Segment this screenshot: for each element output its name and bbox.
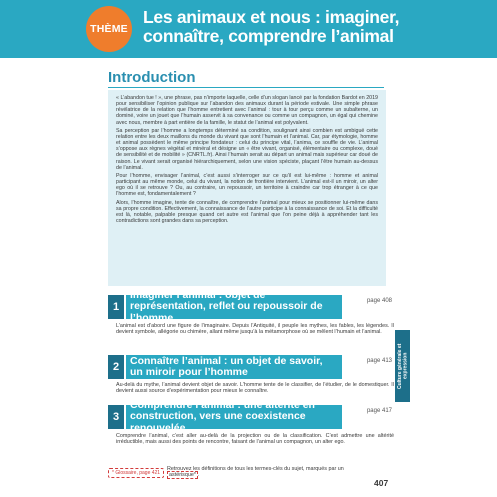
intro-paragraph: Alors, l’homme imagine, tente de connaître, de comprendre l’animal pour mieux se positionner lui-même dans sa propre condition. Effectivement, la connaissance de l’autre participe à la connaissance de soi. Et la difficulté est là, notable, palpable presque quand cet autre est l’animal que l’on peine déjà à appréhender tant les contradictions sont grandes dans sa perception. [116,199,378,224]
intro-divider [108,87,384,88]
side-tab-label: Culture générale et expression [397,343,409,389]
theme-header [0,0,497,58]
section-title: Connaître l’animal : un objet de savoir, un miroir pour l’homme [126,355,342,379]
section-1-text: L’animal est d’abord une figure de l’imaginaire. Depuis l’Antiquité, il peuple les mythes, les fables, les légendes. Il devient symbole, allégorie ou chimère, allant même jusqu’à la métamorphose où se mêlent l’humain et l’animal. [116,323,394,336]
intro-paragraph: Pour l’homme, envisager l’animal, c’est aussi s’interroger sur ce qu’il est lui-même : homme et animal participant au même monde, celui du vivant, la notion de frontière intervient. L’animal est-il un miroir, un alter ego où il se retrouve ? Ou, au contraire, un repoussoir, un territoire à craindre car trop étranger à ce que l’homme est, fondamentalement ? [116,172,378,198]
section-page-ref[interactable]: page 408 [366,298,392,304]
intro-box [108,90,386,286]
glossary-text-after: . [197,472,200,479]
section-2-header[interactable] [108,355,392,379]
page-title: Les animaux et nous : imaginer, connaître, comprendre l’animal [143,7,400,46]
page-number: 407 [374,478,389,488]
glossary-tag[interactable]: * Glossaire, page 421 [108,468,164,478]
section-number: 3 [108,405,124,429]
glossary-note [167,466,347,479]
section-3-text: Comprendre l’animal, c’est aller au-delà de la projection ou de la classification. C’est admettre une altérité irréductible, mais aussi des points de rencontre, faisant de l’animal un compagnon, un alter ego. [116,433,394,446]
asterisk-marker: astérisque* [169,472,196,479]
section-3-header[interactable] [108,398,392,434]
section-page-ref[interactable]: page 417 [366,408,392,414]
section-title: Comprendre l’animal : une altérité en construction, vers une coexistence renouvelée [126,405,342,429]
glossary-text-before: Retrouvez les définitions de tous les termes-clés du sujet, marqués par un [167,466,344,472]
intro-paragraph: Sa perception par l’homme a longtemps déterminé sa condition, soulignant ainsi combien est ambiguë cette relation entre les deux maillons du monde du vivant que sont l’humain et l’animal. Car, par étymologie, homme et animal possèdent le même principe fondateur : celui du principe vital, l’anima, ce souffle de vie. L’animal s’oppose aux règnes végétal et minéral et désigne un « être vivant, organisé, élémentaire ou complexe, doué de sensibilité et de mobilité » (CNRTL.fr). Ainsi l’humain serait au départ un animal mais supérieur car doué de raison. Le vivant serait organisé hiérarchiquement, selon une vision spéciste, plaçant l’être humain au-dessus de l’animal. [116,127,378,171]
intro-paragraph: « L’abandon tue ! », une phrase, pas n’importe laquelle, celle d’un slogan lancé par la fondation Bardot en 2019 pour sensibiliser l’opinion publique sur l’abandon des animaux durant la période estivale. Une simple phrase révélatrice de la relation que l’homme entretient avec l’animal : tour à tour perçu comme un subalterne, un dominé, voire un jouet que l’humain asservit à sa convenance ou comme un compagnon, un égal qui chemine avec nous, membre à part entière de la famille, le statut de l’animal est polyvalent. [116,95,378,126]
section-number: 1 [108,295,124,319]
section-2-text: Au-delà du mythe, l’animal devient objet de savoir. L’homme tente de le classifier, de l’étudier, de le domestiquer. Il devient aussi source d’expérimentation pour mieux le connaître. [116,382,394,395]
theme-badge: THÈME [86,6,132,52]
intro-heading: Introduction [108,69,196,86]
section-1-header[interactable] [108,288,392,324]
section-title: Imaginer l’animal : objet de représentation, reflet ou repoussoir de l’homme [126,295,342,319]
section-number: 2 [108,355,124,379]
section-page-ref[interactable]: page 413 [366,358,392,364]
